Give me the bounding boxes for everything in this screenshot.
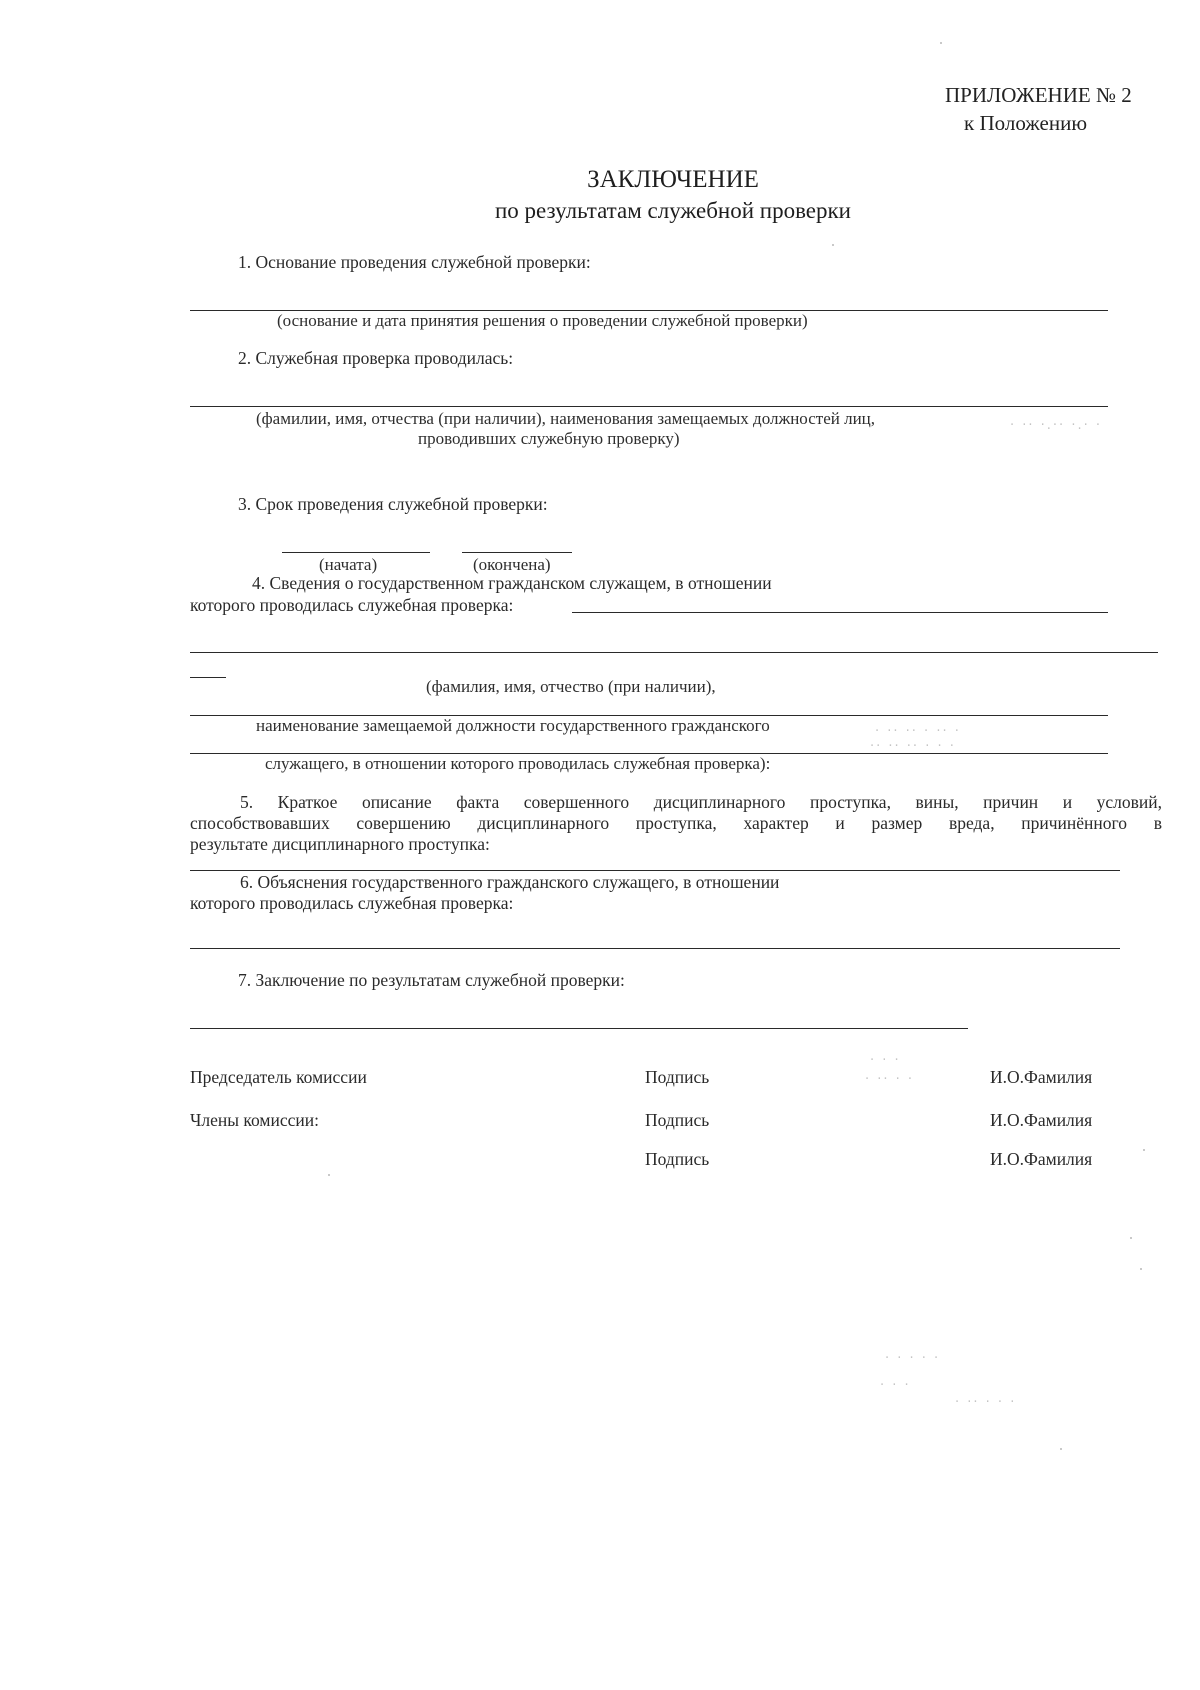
section-1-caption: (основание и дата принятия решения о проведении служебной проверки) [277, 311, 808, 330]
chair-name: И.О.Фамилия [990, 1067, 1093, 1087]
members-label: Члены комиссии: [190, 1110, 319, 1130]
section-5-line3: результате дисциплинарного проступка: [190, 834, 490, 854]
member-1-signature[interactable]: Подпись [645, 1110, 710, 1130]
scan-speck [940, 42, 942, 44]
scan-noise: · ·· ·.·· ·.· · [1010, 418, 1102, 433]
section-5-fill-line[interactable] [190, 870, 1120, 871]
section-3-start-caption: (начата) [319, 555, 378, 574]
scan-speck [1060, 1448, 1062, 1450]
annex-reference: к Положению [964, 111, 1088, 135]
member-2-signature[interactable]: Подпись [645, 1149, 710, 1169]
section-3-label: 3. Срок проведения служебной проверки: [238, 494, 548, 514]
section-1-label: 1. Основание проведения служебной проверки: [238, 252, 591, 272]
section-5-line1: 5. Краткое описание факта совершенного дисциплинарного проступка, вины, причин и условий, [240, 792, 1162, 812]
section-2-caption-line2: проводивших служебную проверку) [418, 429, 680, 448]
scan-noise: · · · · · [885, 1351, 941, 1366]
section-4-caption-2: наименование замещаемой должности государственного гражданского [256, 716, 770, 735]
document-title: ЗАКЛЮЧЕНИЕ [587, 166, 759, 193]
section-7-label: 7. Заключение по результатам служебной проверки: [238, 970, 625, 990]
chair-signature[interactable]: Подпись [645, 1067, 710, 1087]
scan-speck [1140, 1268, 1142, 1270]
section-5-line2: способствовавших совершению дисциплинарного проступка, характер и размер вреда, причинённого в [190, 813, 1162, 833]
scan-speck [328, 1174, 330, 1176]
section-2-caption-line1: (фамилии, имя, отчества (при наличии), наименования замещаемых должностей лиц, [256, 409, 876, 428]
section-7-fill-line[interactable] [190, 1028, 968, 1029]
member-1-name: И.О.Фамилия [990, 1110, 1093, 1130]
section-6-fill-line[interactable] [190, 948, 1120, 949]
section-4-caption-1: (фамилия, имя, отчество (при наличии), [426, 677, 716, 696]
section-2-fill-line[interactable] [190, 406, 1108, 407]
scan-noise: · ·· ·· · ·· · [875, 724, 961, 739]
chair-label: Председатель комиссии [190, 1067, 367, 1087]
scan-noise: ·· ·· ·· · · · [870, 739, 956, 754]
member-2-name: И.О.Фамилия [990, 1149, 1093, 1169]
scan-speck [1143, 1149, 1145, 1151]
scan-speck [1130, 1237, 1132, 1239]
section-6-line1: 6. Объяснения государственного гражданского служащего, в отношении [240, 872, 780, 892]
scan-noise: · · · [880, 1378, 911, 1393]
section-2-label: 2. Служебная проверка проводилась: [238, 348, 514, 368]
section-3-start-line[interactable] [282, 552, 430, 553]
scan-noise: · ·· · · [865, 1072, 915, 1087]
section-4-label-line1: 4. Сведения о государственном гражданском служащем, в отношении [252, 573, 772, 593]
section-4-fill-line-2[interactable] [190, 652, 1158, 653]
section-4-label-line2: которого проводилась служебная проверка: [190, 595, 514, 615]
document-subtitle: по результатам служебной проверки [495, 198, 851, 223]
section-3-end-caption: (окончена) [473, 555, 551, 574]
scan-speck [832, 244, 834, 246]
section-3-end-line[interactable] [462, 552, 572, 553]
scan-noise: · ·· · · · [955, 1395, 1017, 1410]
section-4-fill-line-1[interactable] [572, 612, 1108, 613]
section-6-line2: которого проводилась служебная проверка: [190, 893, 514, 913]
annex-number: ПРИЛОЖЕНИЕ № 2 [945, 83, 1132, 107]
section-4-short-line [190, 677, 226, 678]
scan-noise: · · · [870, 1053, 901, 1068]
section-4-caption-3: служащего, в отношении которого проводилась служебная проверка): [265, 754, 771, 773]
